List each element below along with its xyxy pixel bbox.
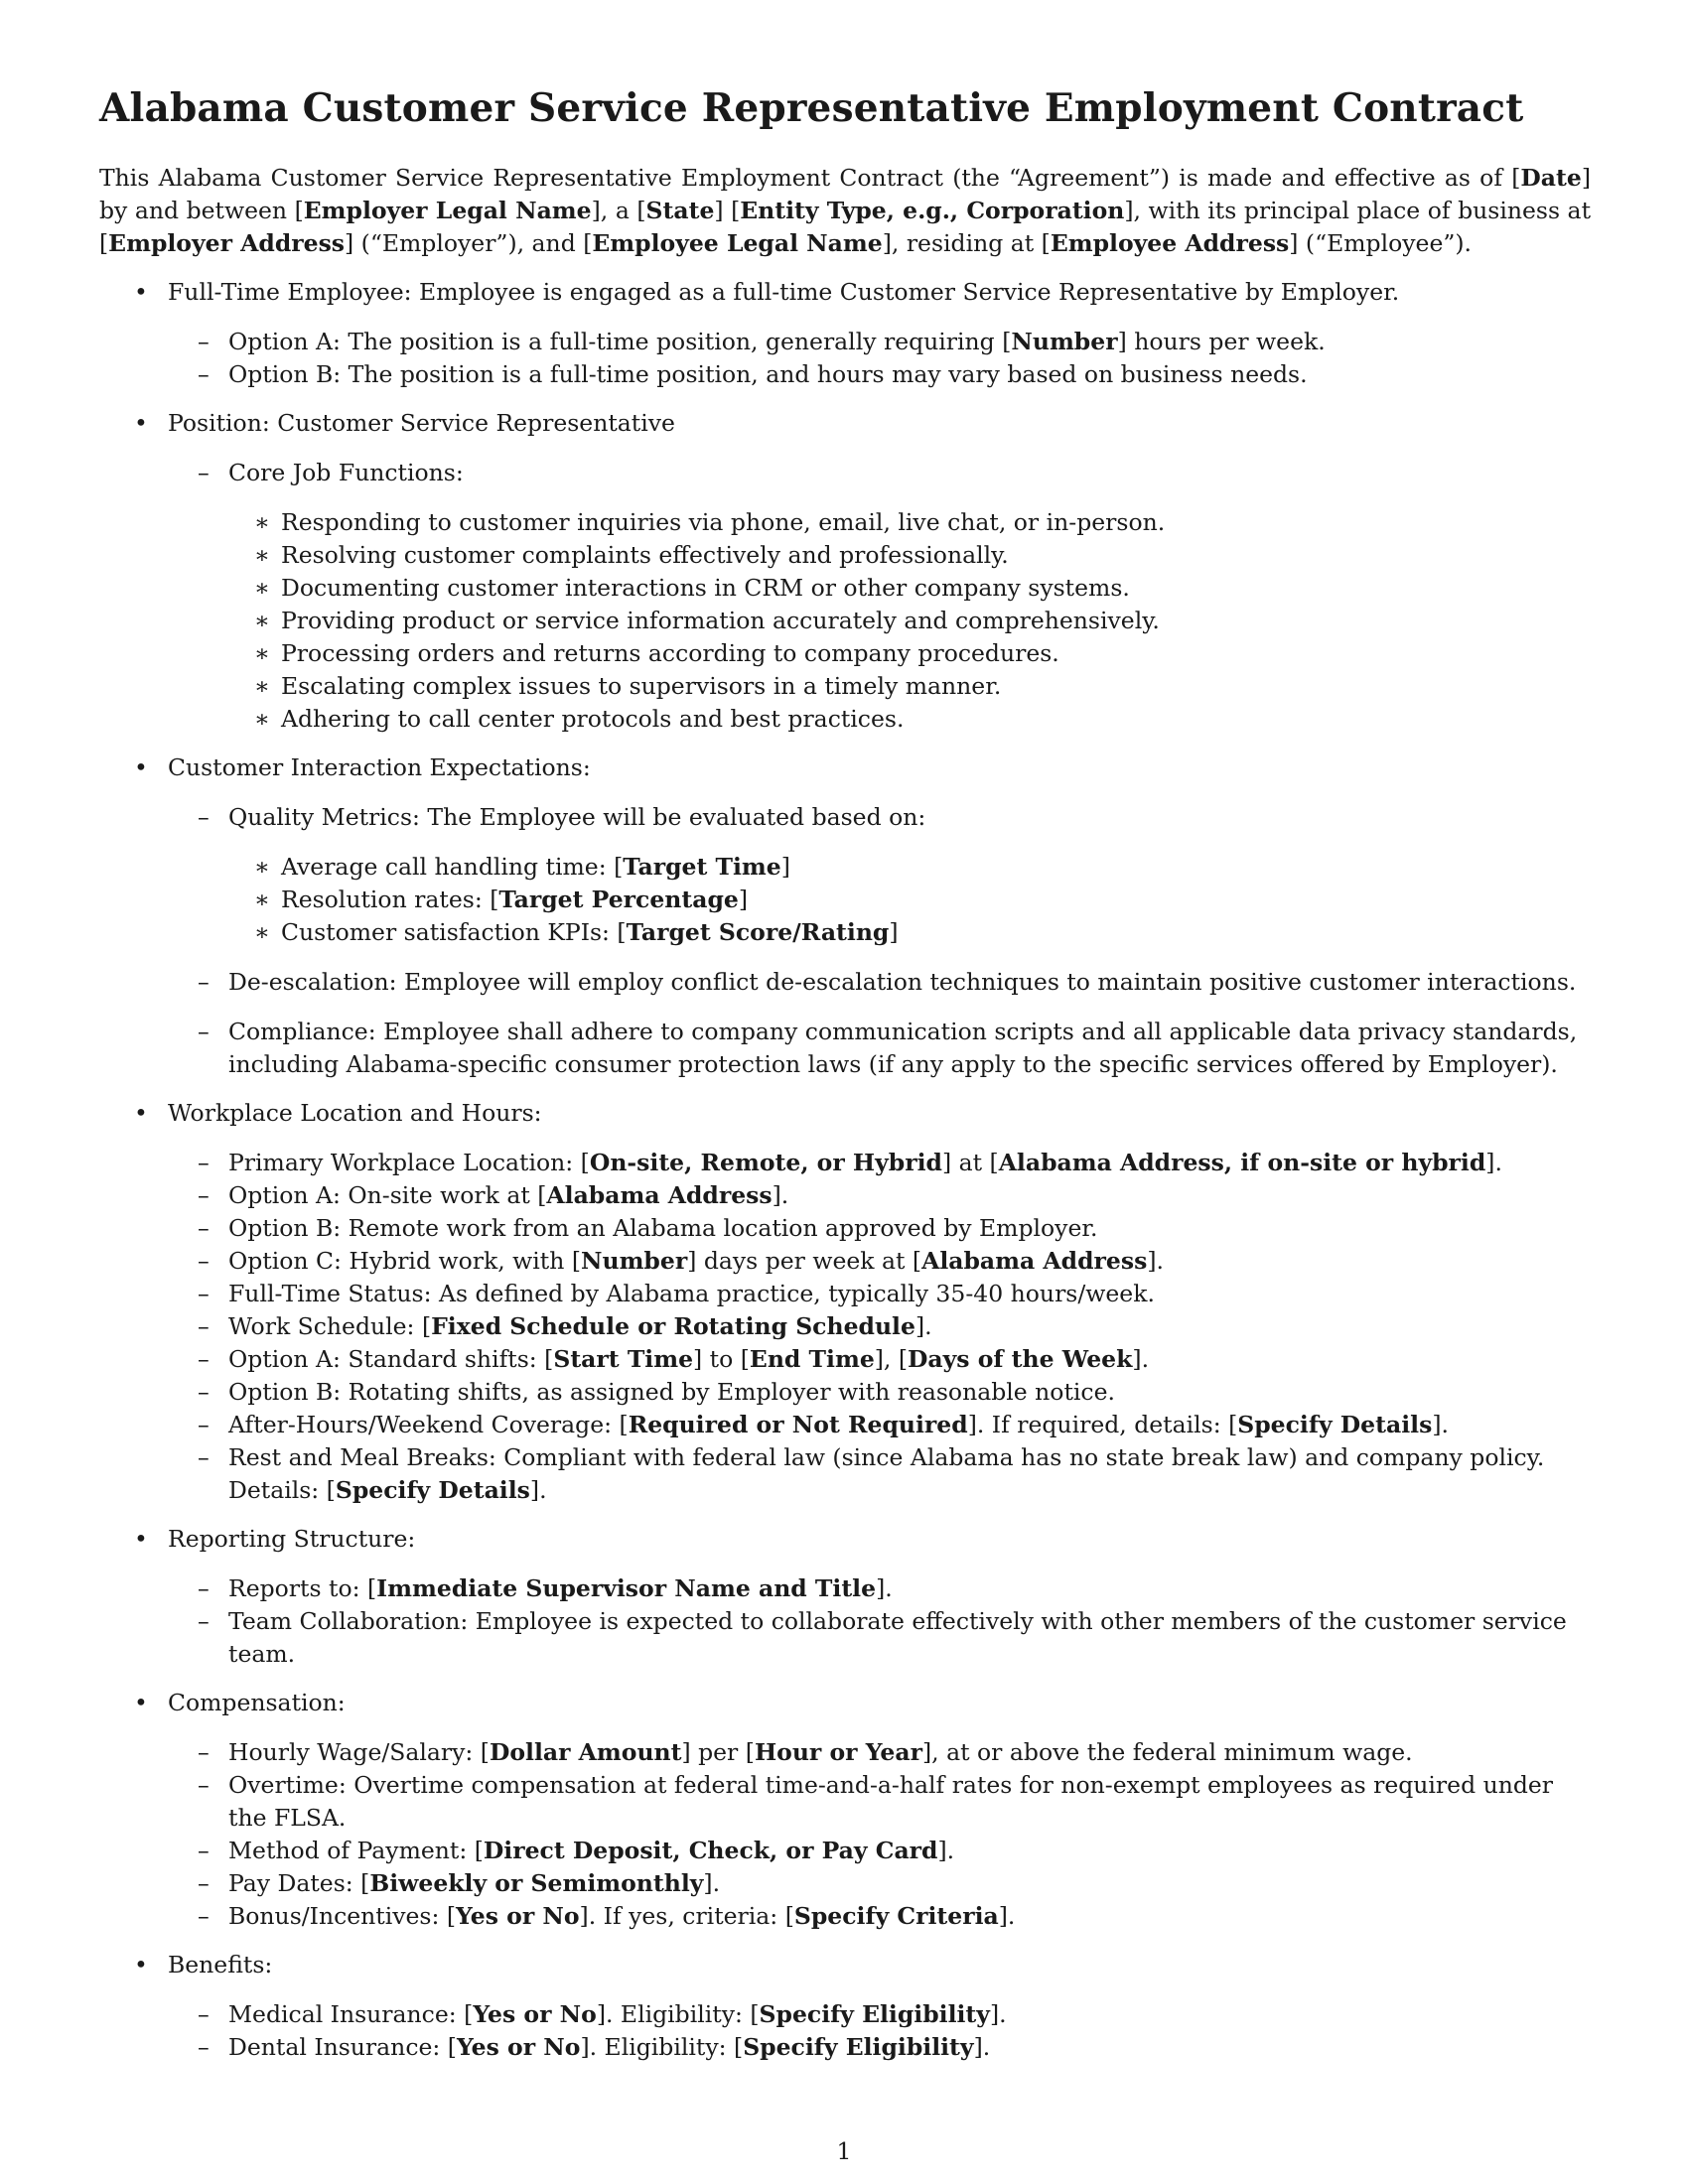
list-item: – Option B: The position is a full-time position, and hours may vary based on business needs. xyxy=(168,358,1591,391)
list-item: ∗ Documenting customer interactions in CRM or other company systems. xyxy=(228,572,1591,605)
list-item: – Bonus/Incentives: [Yes or No]. If yes, criteria: [Specify Criteria]. xyxy=(168,1900,1591,1933)
list-item: ∗ Average call handling time: [Target Time] xyxy=(228,851,1591,884)
list-item: – Team Collaboration: Employee is expected to collaborate effectively with other members of the customer service team. xyxy=(168,1605,1591,1671)
list-item: – De-escalation: Employee will employ conflict de-escalation techniques to maintain positive customer interactions. xyxy=(168,966,1591,999)
list-item: ∗ Resolution rates: [Target Percentage] xyxy=(228,884,1591,916)
list-item: – Compliance: Employee shall adhere to company communication scripts and all applicable data privacy standards, including Alabama-specific consumer protection laws (if any apply to the specific services offered by Employer). xyxy=(168,1016,1591,1081)
section-position: • Position: Customer Service Representative – Core Job Functions: ∗ Responding to customer inquiries via phone, email, live chat, or in-person. ∗ Resolving customer complaints effectively and professionally. ∗ Documenting customer interactions in CRM or other company systems. ∗ Providing product or service information accurately and comprehensively. ∗ Processing orders and returns according to company procedures. ∗ Escalating complex issues to supervisors in a timely manner. ∗ Adhering to call center protocols and best practices. xyxy=(99,407,1591,736)
list-item: – Primary Workplace Location: [On-site, Remote, or Hybrid] at [Alabama Address, if on-site or hybrid]. xyxy=(168,1147,1591,1179)
list-item: – Option B: Remote work from an Alabama location approved by Employer. xyxy=(168,1212,1591,1245)
list-item: – Overtime: Overtime compensation at federal time-and-a-half rates for non-exempt employees as required under the FLSA. xyxy=(168,1769,1591,1835)
document-title: Alabama Customer Service Representative Employment Contract xyxy=(99,85,1524,131)
list-item: ∗ Customer satisfaction KPIs: [Target Score/Rating] xyxy=(228,916,1591,949)
list-item: – Hourly Wage/Salary: [Dollar Amount] per [Hour or Year], at or above the federal minimum wage. xyxy=(168,1736,1591,1769)
list-item: – Quality Metrics: The Employee will be evaluated based on: ∗ Average call handling time: [Target Time] ∗ Resolution rates: [Target Percentage] ∗ Customer satisfaction KPIs: [Target Score/Rating] xyxy=(168,801,1591,949)
list-item: ∗ Escalating complex issues to supervisors in a timely manner. xyxy=(228,670,1591,703)
list-item: – After-Hours/Weekend Coverage: [Required or Not Required]. If required, details: [Specify Details]. xyxy=(168,1409,1591,1441)
page-number: 1 xyxy=(836,2137,852,2165)
list-item: – Method of Payment: [Direct Deposit, Check, or Pay Card]. xyxy=(168,1835,1591,1867)
list-item: – Option A: On-site work at [Alabama Address]. xyxy=(168,1179,1591,1212)
list-item: – Option B: Rotating shifts, as assigned by Employer with reasonable notice. xyxy=(168,1376,1591,1409)
section-customer-interaction: • Customer Interaction Expectations: – Quality Metrics: The Employee will be evaluated based on: ∗ Average call handling time: [Target Time] ∗ Resolution rates: [Target Percentage] ∗ Customer satisfaction KPIs: [Target Score/Rating] – De-escalation: Employee will employ conflict de-escalation techniques to maintain positive customer interactions. – Compliance: Employee shall adhere to company communication scripts and all applicable data privacy standards, including Alabama-specific consumer protection laws (if any apply to the specific services offered by Employer). xyxy=(99,751,1591,1081)
section-full-time: • Full-Time Employee: Employee is engaged as a full-time Customer Service Representative by Employer. – Option A: The position is a full-time position, generally requiring [Number] hours per week. – Option B: The position is a full-time position, and hours may vary based on business needs. xyxy=(99,276,1591,391)
list-item: – Pay Dates: [Biweekly or Semimonthly]. xyxy=(168,1867,1591,1900)
document-page xyxy=(99,85,1591,2064)
section-benefits: • Benefits: – Medical Insurance: [Yes or No]. Eligibility: [Specify Eligibility]. – Dental Insurance: [Yes or No]. Eligibility: [Specify Eligibility]. xyxy=(99,1949,1591,2064)
list-item: – Option A: The position is a full-time position, generally requiring [Number] hours per week. xyxy=(168,326,1591,358)
list-item: ∗ Responding to customer inquiries via phone, email, live chat, or in-person. xyxy=(228,506,1591,539)
list-item: ∗ Processing orders and returns according to company procedures. xyxy=(228,637,1591,670)
list-item: – Option C: Hybrid work, with [Number] days per week at [Alabama Address]. xyxy=(168,1245,1591,1278)
section-workplace: • Workplace Location and Hours: – Primary Workplace Location: [On-site, Remote, or Hybrid] at [Alabama Address, if on-site or hybrid]. – Option A: On-site work at [Alabama Address]. – Option B: Remote work from an Alabama location approved by Employer. – Option C: Hybrid work, with [Number] days per week at [Alabama Address]. – Full-Time Status: As defined by Alabama practice, typically 35-40 hours/week. – Work Schedule: [Fixed Schedule or Rotating Schedule]. – Option A: Standard shifts: [Start Time] to [End Time], [Days of the Week]. – Option B: Rotating shifts, as assigned by Employer with reasonable notice. – After-Hours/Weekend Coverage: [Required or Not Required]. If required, details: [Specify Details]. – Rest and Meal Breaks: Compliant with federal law (since Alabama has no state break law) and company policy. Details: [Specify Details]. xyxy=(99,1097,1591,1507)
section-compensation: • Compensation: – Hourly Wage/Salary: [Dollar Amount] per [Hour or Year], at or above the federal minimum wage. – Overtime: Overtime compensation at federal time-and-a-half rates for non-exempt employees as required under the FLSA. – Method of Payment: [Direct Deposit, Check, or Pay Card]. – Pay Dates: [Biweekly or Semimonthly]. – Bonus/Incentives: [Yes or No]. If yes, criteria: [Specify Criteria]. xyxy=(99,1687,1591,1933)
section-reporting: • Reporting Structure: – Reports to: [Immediate Supervisor Name and Title]. – Team Collaboration: Employee is expected to collaborate effectively with other members of the customer service team. xyxy=(99,1523,1591,1671)
list-item: – Rest and Meal Breaks: Compliant with federal law (since Alabama has no state break law) and company policy. Details: [Specify Details]. xyxy=(168,1441,1591,1507)
list-item: – Full-Time Status: As defined by Alabama practice, typically 35-40 hours/week. xyxy=(168,1278,1591,1310)
list-item: – Work Schedule: [Fixed Schedule or Rotating Schedule]. xyxy=(168,1310,1591,1343)
intro-paragraph: This Alabama Customer Service Representative Employment Contract (the “Agreement”) is made and effective as of [Date] by and between [Employer Legal Name], a [State] [Entity Type, e.g., Corporation], with its principal place of business at [Employer Address] (“Employer”), and [Employee Legal Name], residing at [Employee Address] (“Employee”). xyxy=(99,163,1592,257)
list-item: – Reports to: [Immediate Supervisor Name and Title]. xyxy=(168,1572,1591,1605)
list-item: – Core Job Functions: ∗ Responding to customer inquiries via phone, email, live chat, or in-person. ∗ Resolving customer complaints effectively and professionally. ∗ Documenting customer interactions in CRM or other company systems. ∗ Providing product or service information accurately and comprehensively. ∗ Processing orders and returns according to company procedures. ∗ Escalating complex issues to supervisors in a timely manner. ∗ Adhering to call center protocols and best practices. xyxy=(168,457,1591,736)
contract-sections xyxy=(99,276,1591,2064)
list-item: – Option A: Standard shifts: [Start Time] to [End Time], [Days of the Week]. xyxy=(168,1343,1591,1376)
list-item: ∗ Providing product or service information accurately and comprehensively. xyxy=(228,605,1591,637)
list-item: ∗ Adhering to call center protocols and best practices. xyxy=(228,703,1591,736)
list-item: – Dental Insurance: [Yes or No]. Eligibility: [Specify Eligibility]. xyxy=(168,2031,1591,2064)
list-item: – Medical Insurance: [Yes or No]. Eligibility: [Specify Eligibility]. xyxy=(168,1998,1591,2031)
list-item: ∗ Resolving customer complaints effectively and professionally. xyxy=(228,539,1591,572)
